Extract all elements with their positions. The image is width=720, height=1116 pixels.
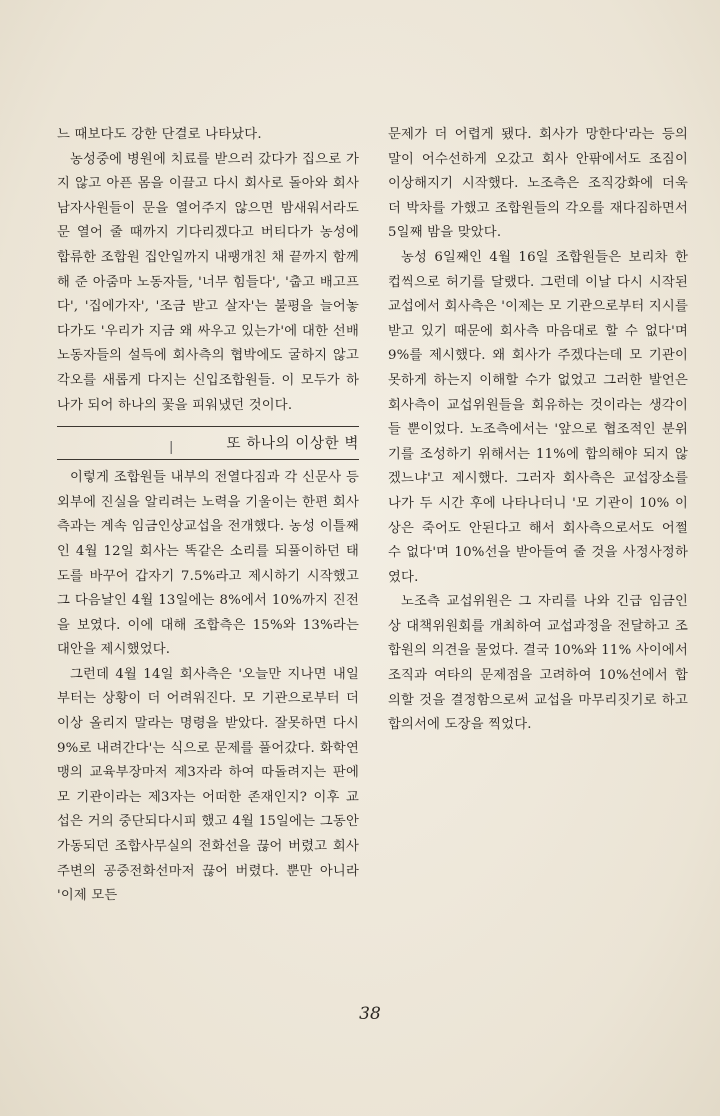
- section-heading-text: 또 하나의 이상한 벽: [226, 436, 359, 453]
- paragraph: 이렇게 조합원들 내부의 전열다짐과 각 신문사 등 외부에 진실을 알리려는 노력을 기울이는 한편 회사측과는 계속 임금인상교섭을 전개했다. 농성 이틀째인 4월 12일 회사는 똑같은 소리를 되풀이하던 태도를 바꾸어 갑자기 7.5%라고 제시하기 시작했고 그 다음날인 4월 13일에는 8%에서 10%까지 진전을 보였다. 이에 대해 조합측은 15%와 13%라는 대안을 제시했었다.: [57, 470, 359, 658]
- section-rule-top: [57, 426, 359, 427]
- heading-mark: |: [169, 440, 174, 456]
- paragraph: 문제가 더 어렵게 됐다. 회사가 망한다'라는 등의 말이 어수선하게 오갔고 회사 안팎에서도 조짐이 이상해지기 시작했다. 노조측은 조직강화에 더욱 더 박차를 가했고 조합원들의 각오를 재다짐하면서 5일째 밤을 맞았다.: [388, 127, 688, 241]
- paragraph: 농성중에 병원에 치료를 받으러 갔다가 집으로 가지 않고 아픈 몸을 이끌고 다시 회사로 돌아와 회사 남자사원들이 문을 열어주지 않으면 밤새워서라도 문 열어 줄 때까지 기다리겠다고 버티다가 농성에 합류한 조합원 집안일까지 내팽개친 채 끝까지 함께해 준 아줌마 노동자들, '너무 힘들다', '춥고 배고프다', '집에가자', '조금 받고 살자'는 불평을 늘어놓다가도 '우리가 지금 왜 싸우고 있는가'에 대한 선배노동자들의 설득에 회사측의 협박에도 굴하지 않고 각오를 새롭게 다지는 신입조합원들. 이 모두가 하나가 되어 하나의 꽃을 피워냈던 것이다.: [57, 151, 359, 413]
- paragraph: 노조측 교섭위원은 그 자리를 나와 긴급 임금인상 대책위원회를 개최하여 교섭과정을 전달하고 조합원의 의견을 물었다. 결국 10%와 11% 사이에서 조직과 여타의 문제점을 고려하여 10%선에서 합의할 것을 결정함으로써 교섭을 마무리짓기로 하고 합의서에 도장을 찍었다.: [388, 594, 689, 733]
- left-column: [57, 123, 359, 909]
- paragraph: 농성 6일째인 4월 16일 조합원들은 보리차 한 컵씩으로 허기를 달랬다. 그런데 이날 다시 시작된 교섭에서 회사측은 '이제는 모 기관으로부터 지시를 받고 있기 때문에 회사측 마음대로 할 수 없다'며 9%를 제시했다. 왜 회사가 주겠다는데 모 기관이 못하게 하는지 이해할 수가 없었고 그러한 발언은 회사측이 교섭위원들을 회유하는 것이라는 생각이 들 뿐이었다. 노조측에서는 '앞으로 협조적인 분위기를 조성하기 위해서는 11%에 합의해야 되지 않겠느냐'고 제시했다. 그러자 회사측은 교섭장소를 나가 두 시간 후에 나타나더니 '모 기관이 10% 이상은 죽어도 안된다고 해서 회사측으로서도 어쩔 수 없다'며 10%선을 받아들여 줄 것을 사정사정하였다.: [388, 249, 688, 585]
- page-number: 38: [359, 1004, 381, 1024]
- paragraph: 그런데 4월 14일 회사측은 '오늘만 지나면 내일부터는 상황이 더 어려워진다. 모 기관으로부터 더이상 올리지 말라는 명령을 받았다. 잘못하면 다시 9%로 내려간다'는 식으로 문제를 풀어갔다. 화학연맹의 교육부장마저 제3자라 하여 따돌려지는 판에 모 기관이라는 제3자는 어떠한 존재인지? 이후 교섭은 거의 중단되다시피 했고 4월 15일에는 그동안 가동되던 조합사무실의 전화선을 끊어 버렸고 회사 주변의 공중전화선마저 끊어 버렸다. 뿐만 아니라 '이제 모든: [57, 666, 359, 904]
- section-rule-bottom: [57, 459, 359, 460]
- section-heading: [57, 431, 359, 457]
- paragraph: 느 때보다도 강한 단결로 나타났다.: [57, 127, 262, 142]
- right-column: [388, 123, 688, 738]
